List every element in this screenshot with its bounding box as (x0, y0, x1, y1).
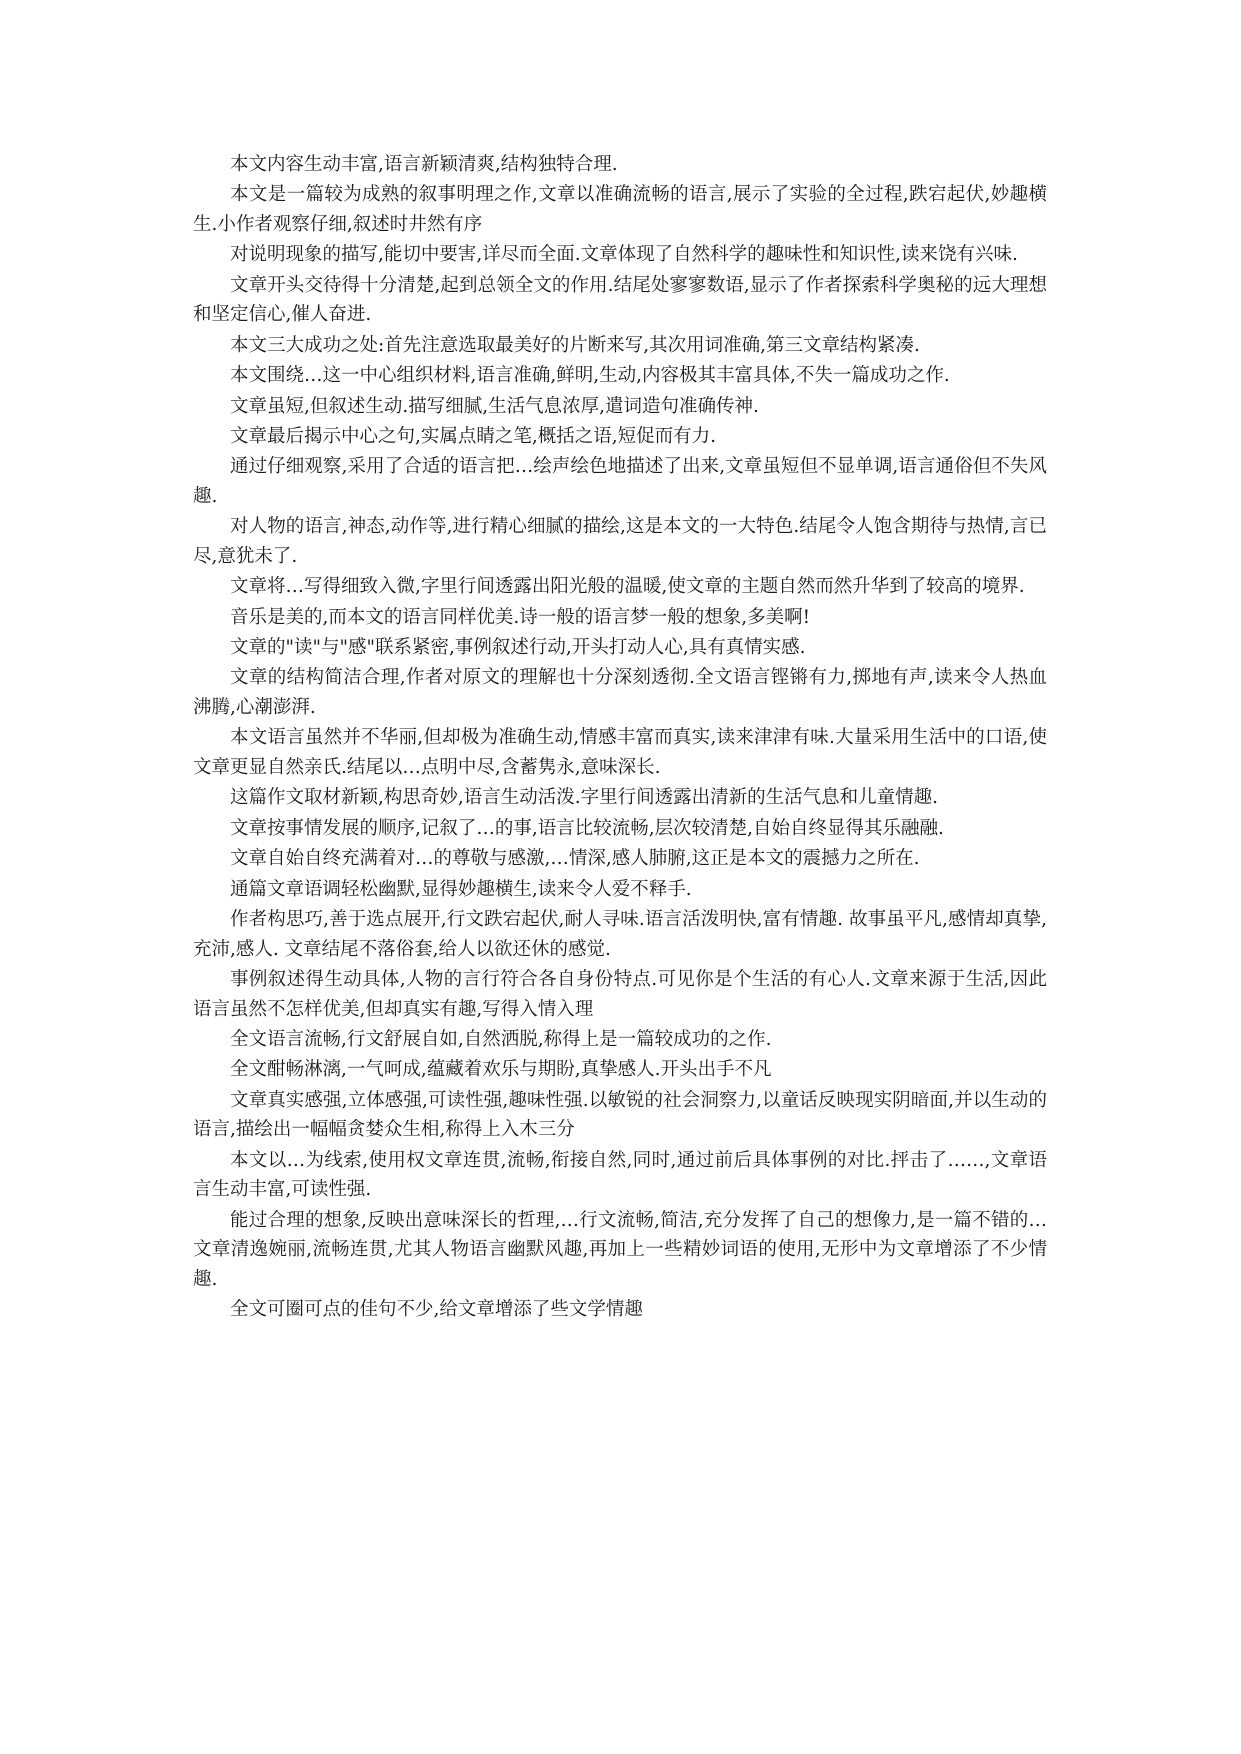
document-body (193, 150, 1047, 1326)
paragraph: 对人物的语言,神态,动作等,进行精心细腻的描绘,这是本文的一大特色.结尾令人饱含期待与热情,言已尽,意犹未了. (193, 516, 1047, 567)
paragraph: 全文可圈可点的佳句不少,给文章增添了些文学情趣 (230, 1299, 643, 1321)
paragraph: 全文语言流畅,行文舒展自如,自然洒脱,称得上是一篇较成功的之作. (230, 1028, 772, 1050)
paragraph: 文章自始自终充满着对…的尊敬与感激,…情深,感人肺腑,这正是本文的震撼力之所在. (230, 848, 920, 870)
paragraph: 事例叙述得生动具体,人物的言行符合各自身份特点.可见你是个生活的有心人.文章来源于生活,因此语言虽然不怎样优美,但却真实有趣,写得入情入理 (193, 968, 1047, 1020)
paragraph: 本文是一篇较为成熟的叙事明理之作,文章以准确流畅的语言,展示了实验的全过程,跌宕起伏,妙趣横生.小作者观察仔细,叙述时井然有序 (193, 184, 1047, 235)
paragraph: 全文酣畅淋漓,一气呵成,蕴藏着欢乐与期盼,真挚感人.开头出手不凡 (230, 1059, 772, 1081)
paragraph: 能过合理的想象,反映出意味深长的哲理,…行文流畅,简洁,充分发挥了自己的想像力,是一篇不错的…文章清逸婉丽,流畅连贯,尤其人物语言幽默风趣,再加上一些精妙词语的使用,无形中为文章增添了不少情趣. (193, 1209, 1047, 1290)
paragraph: 文章最后揭示中心之句,实属点睛之笔,概括之语,短促而有力. (230, 425, 717, 447)
paragraph: 文章开头交待得十分清楚,起到总领全文的作用.结尾处寥寥数语,显示了作者探索科学奥秘的远大理想和坚定信心,催人奋进. (193, 274, 1047, 326)
paragraph: 本文三大成功之处:首先注意选取最美好的片断来写,其次用词准确,第三文章结构紧凑. (230, 334, 920, 356)
paragraph: 本文围绕…这一中心组织材料,语言准确,鲜明,生动,内容极其丰富具体,不失一篇成功之作. (230, 365, 950, 387)
paragraph: 本文以…为线索,使用权文章连贯,流畅,衔接自然,同时,通过前后具体事例的对比.抨击了……,文章语言生动丰富,可读性强. (193, 1149, 1047, 1201)
paragraph: 这篇作文取材新颖,构思奇妙,语言生动活泼.字里行间透露出清新的生活气息和儿童情趣. (230, 787, 939, 809)
paragraph: 文章的"读"与"感"联系紧密,事例叙述行动,开头打动人心,具有真情实感. (230, 637, 806, 659)
paragraph: 文章真实感强,立体感强,可读性强,趣味性强.以敏锐的社会洞察力,以童话反映现实阴暗面,并以生动的语言,描绘出一幅幅贪婪众生相,称得上入木三分 (193, 1089, 1047, 1141)
paragraph: 本文语言虽然并不华丽,但却极为准确生动,情感丰富而真实,读来津津有味.大量采用生活中的口语,使文章更显自然亲氏.结尾以…点明中尽,含蓄隽永,意味深长. (193, 727, 1047, 779)
paragraph: 文章将…写得细致入微,字里行间透露出阳光般的温暖,使文章的主题自然而然升华到了较高的境界. (230, 576, 1025, 598)
paragraph: 文章虽短,但叙述生动.描写细腻,生活气息浓厚,遣词造句准确传神. (230, 395, 759, 417)
paragraph: 对说明现象的描写,能切中要害,详尽而全面.文章体现了自然科学的趣味性和知识性,读来饶有兴味. (230, 244, 1018, 266)
paragraph: 音乐是美的,而本文的语言同样优美.诗一般的语言梦一般的想象,多美啊! (230, 606, 811, 628)
paragraph: 通篇文章语调轻松幽默,显得妙趣横生,读来令人爱不释手. (230, 878, 692, 900)
paragraph: 本文内容生动丰富,语言新颖清爽,结构独特合理. (230, 154, 618, 175)
paragraph: 文章的结构简洁合理,作者对原文的理解也十分深刻透彻.全文语言铿锵有力,掷地有声,读来令人热血沸腾,心潮澎湃. (193, 667, 1047, 719)
paragraph: 作者构思巧,善于选点展开,行文跌宕起伏,耐人寻味.语言活泼明快,富有情趣. 故事虽平凡,感情却真挚,充沛,感人. 文章结尾不落俗套,给人以欲还休的感觉. (193, 908, 1047, 960)
paragraph: 通过仔细观察,采用了合适的语言把…绘声绘色地描述了出来,文章虽短但不显单调,语言通俗但不失风趣. (193, 456, 1047, 507)
paragraph: 文章按事情发展的顺序,记叙了…的事,语言比较流畅,层次较清楚,自始自终显得其乐融融. (230, 817, 944, 839)
